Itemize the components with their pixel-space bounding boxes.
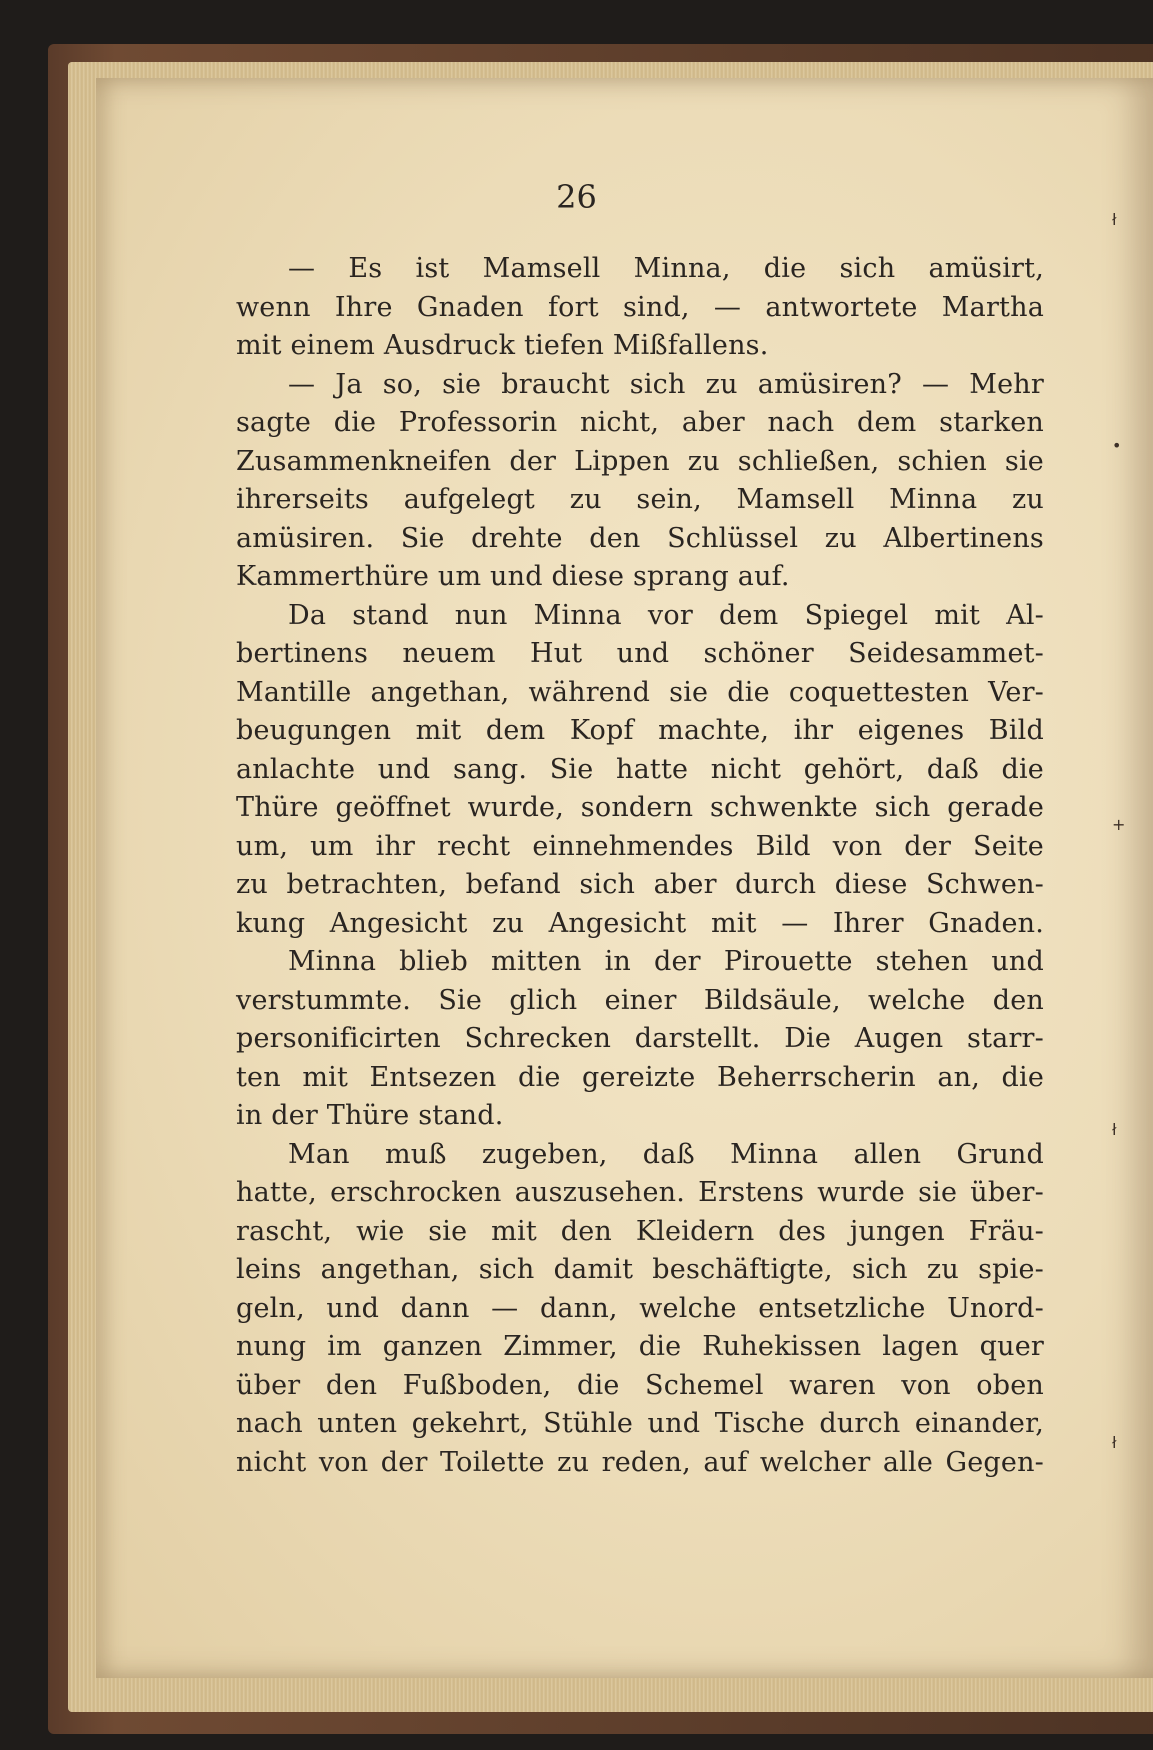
text-line: — Ja so, sie braucht sich zu amüsiren? — Mehr [288,368,1044,400]
text-line: kung Angesicht zu Angesicht mit — Ihrer Gnaden. [236,907,1044,939]
text-line: sagte die Professorin nicht, aber nach dem starken [236,407,1044,438]
text-line: wenn Ihre Gnaden fort sind, — antwortete Martha [236,291,1044,323]
text-line: Mantille angethan, während sie die coquettesten Ver- [236,676,1044,708]
text-line: verstummte. Sie glich einer Bildsäule, welche den [236,984,1044,1016]
text-line: — Es ist Mamsell Minna, die sich amüsirt, [288,253,1044,284]
text-line: Thüre geöffnet wurde, sondern schwenkte sich gerade [236,792,1044,823]
text-line: ten mit Entsezen die gereizte Beherrscherin an, die [236,1061,1044,1093]
text-line: um, um ihr recht einnehmendes Bild von der Seite [236,830,1044,862]
text-line: geln, und dann — dann, welche entsetzliche Unord- [236,1292,1044,1324]
page-number: 26 [556,178,597,216]
text-line: Zusammenkneifen der Lippen zu schließen, schien sie [236,445,1044,477]
text-line: rascht, wie sie mit den Kleidern des jungen Fräu- [236,1215,1044,1247]
text-line: nicht von der Toilette zu reden, auf welcher alle Gegen- [236,1446,1044,1478]
margin-mark: ł [1112,210,1117,229]
margin-mark: ł [1112,1120,1117,1139]
text-line: hatte, erschrocken auszusehen. Erstens wurde sie über- [236,1177,1044,1208]
margin-mark: + [1112,815,1126,834]
text-line: Da stand nun Minna vor dem Spiegel mit Al- [288,599,1044,631]
text-line: Minna blieb mitten in der Pirouette stehen und [288,946,1044,977]
text-line: personificirten Schrecken darstellt. Die Augen starr- [236,1023,1044,1054]
body-text [236,250,1044,1482]
text-line: ihrerseits aufgelegt zu sein, Mamsell Minna zu [236,484,1044,515]
text-line: amüsiren. Sie drehte den Schlüssel zu Albertinens [236,522,1044,554]
text-line: bertinens neuem Hut und schöner Seidesammet- [236,638,1044,669]
text-line: über den Fußboden, die Schemel waren von oben [236,1369,1044,1401]
text-line: nach unten gekehrt, Stühle und Tische durch einander, [236,1408,1044,1439]
text-line: anlachte und sang. Sie hatte nicht gehört, daß die [236,753,1044,785]
text-line: leins angethan, sich damit beschäftigte, sich zu spie- [236,1254,1044,1285]
margin-mark: ł [1112,1433,1117,1452]
text-line: Kammerthüre um und diese sprang auf. [236,561,790,592]
text-line: beugungen mit dem Kopf machte, ihr eigenes Bild [236,715,1044,746]
text-line: in der Thüre stand. [236,1100,504,1131]
margin-mark: • [1112,436,1122,455]
text-line: Man muß zugeben, daß Minna allen Grund [288,1138,1044,1170]
text-line: zu betrachten, befand sich aber durch diese Schwen- [236,869,1044,900]
text-line: mit einem Ausdruck tiefen Mißfallens. [236,330,769,361]
text-line: nung im ganzen Zimmer, die Ruhekissen lagen quer [236,1331,1044,1362]
